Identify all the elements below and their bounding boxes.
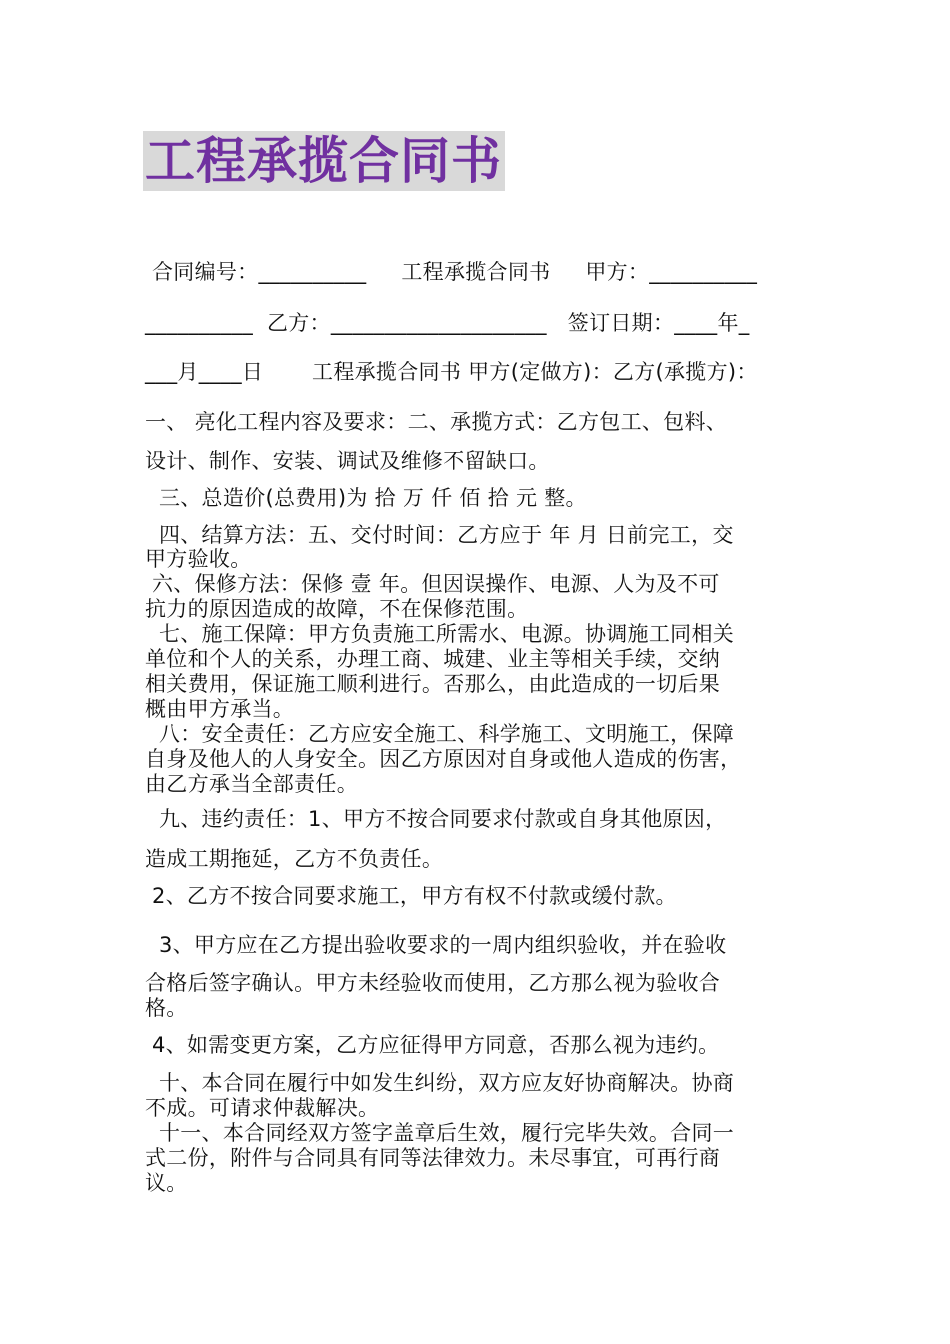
clause-line: 议。 xyxy=(145,1171,188,1195)
clause-line: 甲方验收。 xyxy=(145,547,252,571)
clause-line: 三、总造价(总费用)为 拾 万 仟 佰 拾 元 整。 xyxy=(145,486,587,510)
clause-line: 相关费用，保证施工顺利进行。否那么，由此造成的一切后果 xyxy=(145,672,721,696)
header-line-contract-number: 合同编号：__________ 工程承揽合同书 甲方：__________ xyxy=(145,260,758,284)
clause-line: 造成工期拖延，乙方不负责任。 xyxy=(145,847,444,871)
clause-line: 抗力的原因造成的故障，不在保修范围。 xyxy=(145,597,529,621)
clause-line: 由乙方承当全部责任。 xyxy=(145,772,358,796)
clause-line: 3、甲方应在乙方提出验收要求的一周内组织验收，并在验收 xyxy=(145,933,727,957)
clause-line: 式二份，附件与合同具有同等法律效力。未尽事宜，可再行商 xyxy=(145,1146,721,1170)
clause-line: 不成。可请求仲裁解决。 xyxy=(145,1096,380,1120)
header-line-party-b-date: __________ 乙方：____________________ 签订日期：____年_ xyxy=(145,311,750,335)
clause-line: 格。 xyxy=(145,996,188,1020)
clause-line: 十一、本合同经双方签字盖章后生效，履行完毕失效。合同一 xyxy=(145,1121,735,1145)
clause-line: 四、结算方法：五、交付时间：乙方应于 年 月 日前完工，交 xyxy=(145,523,734,547)
header-line-parties: ___月____日 工程承揽合同书 甲方(定做方)：乙方(承揽方)： xyxy=(145,360,758,384)
clause-line: 单位和个人的关系，办理工商、城建、业主等相关手续，交纳 xyxy=(145,647,721,671)
clause-line: 十、本合同在履行中如发生纠纷，双方应友好协商解决。协商 xyxy=(145,1071,735,1095)
clause-line: 概由甲方承当。 xyxy=(145,697,295,721)
clause-line: 九、违约责任：1、甲方不按合同要求付款或自身其他原因， xyxy=(145,807,727,831)
clause-line: 七、施工保障：甲方负责施工所需水、电源。协调施工同相关 xyxy=(145,622,735,646)
clause-line: 合格后签字确认。甲方未经验收而使用，乙方那么视为验收合 xyxy=(145,971,721,995)
clause-line: 自身及他人的人身安全。因乙方原因对自身或他人造成的伤害， xyxy=(145,747,742,771)
clause-line: 2、乙方不按合同要求施工，甲方有权不付款或缓付款。 xyxy=(145,884,677,908)
clause-line: 八：安全责任：乙方应安全施工、科学施工、文明施工，保障 xyxy=(145,722,735,746)
clause-line: 4、如需变更方案，乙方应征得甲方同意，否那么视为违约。 xyxy=(145,1033,720,1057)
clause-line: 设计、制作、安装、调试及维修不留缺口。 xyxy=(145,449,550,473)
document-title: 工程承揽合同书 xyxy=(143,131,505,191)
clause-line: 六、保修方法：保修 壹 年。但因误操作、电源、人为及不可 xyxy=(145,572,720,596)
clause-line: 一、 亮化工程内容及要求：二、承揽方式：乙方包工、包料、 xyxy=(145,410,728,434)
